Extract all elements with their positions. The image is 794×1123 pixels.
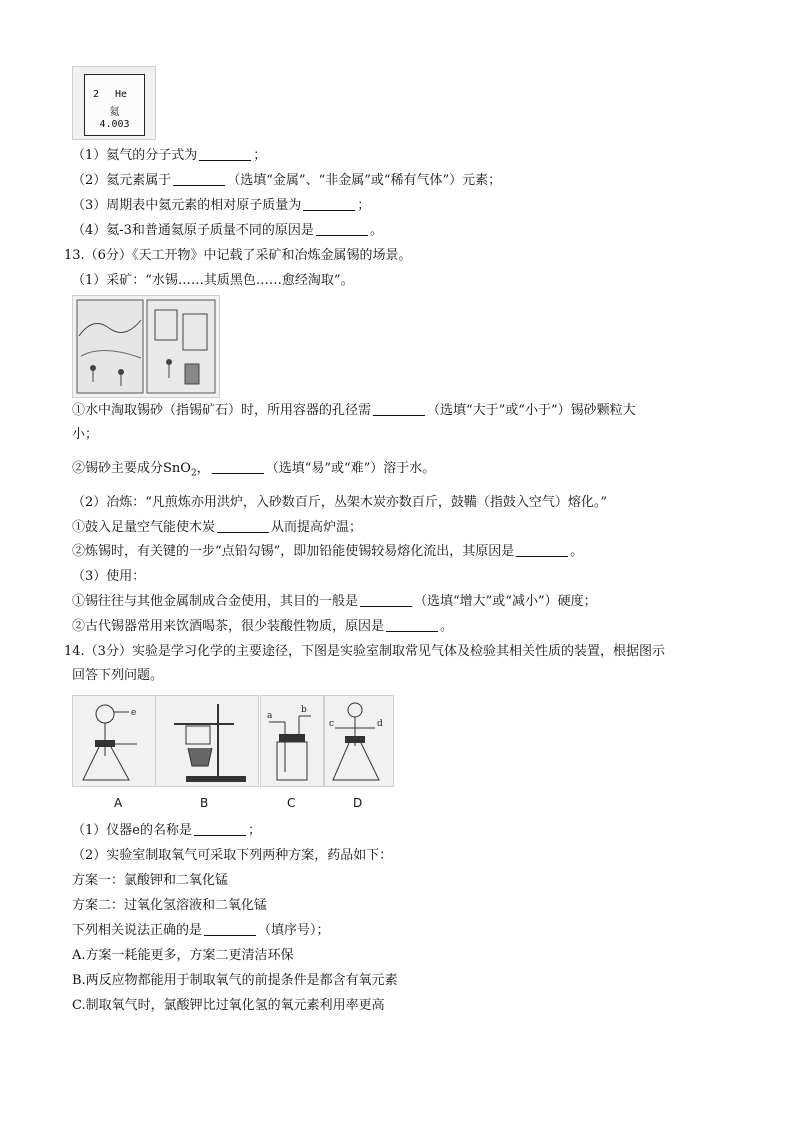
apparatus-b-drawing [156,696,258,786]
answer-blank[interactable] [373,402,425,416]
apparatus-a-figure [72,695,156,787]
question-13-1-heading: （1）采矿：“水锡……其质黑色……愈经淘取”。 [72,273,354,288]
apparatus-label-c: C [287,796,296,810]
answer-blank[interactable] [212,460,264,474]
tag-a: a [267,711,273,721]
element-symbol: He [115,89,128,100]
plan-one: 方案一：氯酸钾和二氧化锰 [72,873,229,888]
apparatus-d-drawing [325,696,393,786]
helium-element-figure [72,66,156,140]
apparatus-b-figure [155,695,259,787]
apparatus-c-figure [260,695,324,787]
question-13-1-part1: ①水中淘取锡砂（指锡矿石）时，所用容器的孔径需 （选填“大于”或“小于”）锡砂颗粒大 [72,403,636,418]
answer-blank[interactable] [516,543,568,557]
question-13-3-part1: ①锡往往与其他金属制成合金使用，其目的一般是 （选填“增大”或“减小”）硬度； [72,594,597,609]
question-13-2-part1: ①鼓入足量空气能使木炭 从而提高炉温； [72,520,363,535]
answer-blank[interactable] [316,222,368,236]
tag-e: e [131,708,137,718]
question-14-heading-cont: 回答下列问题。 [72,668,164,683]
question-12-1: （1）氦气的分子式为 ； [72,148,267,163]
question-13-3-part2: ②古代锡器常用来饮酒喝茶，很少装酸性物质，原因是 。 [72,619,454,634]
answer-blank[interactable] [303,197,355,211]
answer-blank[interactable] [204,922,256,936]
answer-blank[interactable] [194,822,246,836]
question-14-heading: 14.（3分）实验是学习化学的主要途径，下图是实验室制取常见气体及检验其相关性质的装置，根据图示 [64,644,665,659]
question-14-1: （1）仪器e的名称是 ； [72,823,261,838]
question-13-heading: 13.（6分）《天工开物》中记载了采矿和冶炼金属锡的场景。 [64,248,412,263]
answer-blank[interactable] [173,172,225,186]
answer-blank[interactable] [386,618,438,632]
answer-blank[interactable] [199,147,251,161]
tag-c: c [329,719,335,729]
option-b: B.两反应物都能用于制取氧气的前提条件是都含有氧元素 [72,973,398,988]
atomic-number: 2 [93,89,100,100]
answer-blank[interactable] [217,519,269,533]
plan-two: 方案二：过氧化氢溶液和二氧化锰 [72,898,268,913]
apparatus-label-a: A [114,796,123,810]
apparatus-d-figure [324,695,394,787]
question-13-2-part2: ②炼锡时，有关键的一步“点铅勾锡”，即加铅能使锡较易熔化流出，其原因是 。 [72,544,584,559]
apparatus-label-d: D [353,796,363,810]
tag-b: b [301,705,307,715]
answer-blank[interactable] [360,593,412,607]
question-13-3-heading: （3）使用： [72,569,146,584]
question-13-1-part2: ②锡砂主要成分SnO$_2$， （选填“易”或“难”）溶于水。 [72,461,436,479]
helium-element-card [84,74,145,136]
mining-scene-image [73,296,219,397]
question-13-1-part1-cont: 小； [72,427,99,442]
tag-d: d [377,719,383,729]
question-13-2-heading: （2）冶炼：“凡煎炼亦用洪炉，入砂数百斤，丛架木炭亦数百斤，鼓鞴（指鼓入空气）熔化。” [72,495,608,510]
tin-mining-illustration [72,295,220,398]
option-a: A.方案一耗能更多，方案二更清洁环保 [72,948,294,963]
question-14-2-heading: （2）实验室制取氧气可采取下列两种方案，药品如下： [72,848,393,863]
element-name: 氦 [109,107,120,118]
apparatus-c-drawing [261,696,323,786]
question-12-4: （4）氦-3和普通氦原子质量不同的原因是 。 [72,223,383,238]
option-c: C.制取氧气时，氯酸钾比过氧化氢的氧元素利用率更高 [72,998,385,1013]
question-14-2-prompt: 下列相关说法正确的是 （填序号）； [72,923,330,938]
apparatus-label-b: B [200,796,209,810]
question-12-2: （2）氦元素属于 （选填“金属”、“非金属”或“稀有气体”）元素； [72,173,502,188]
question-12-3: （3）周期表中氦元素的相对原子质量为 ； [72,198,371,213]
apparatus-a-drawing [73,696,155,786]
atomic-mass: 4.003 [99,119,130,130]
